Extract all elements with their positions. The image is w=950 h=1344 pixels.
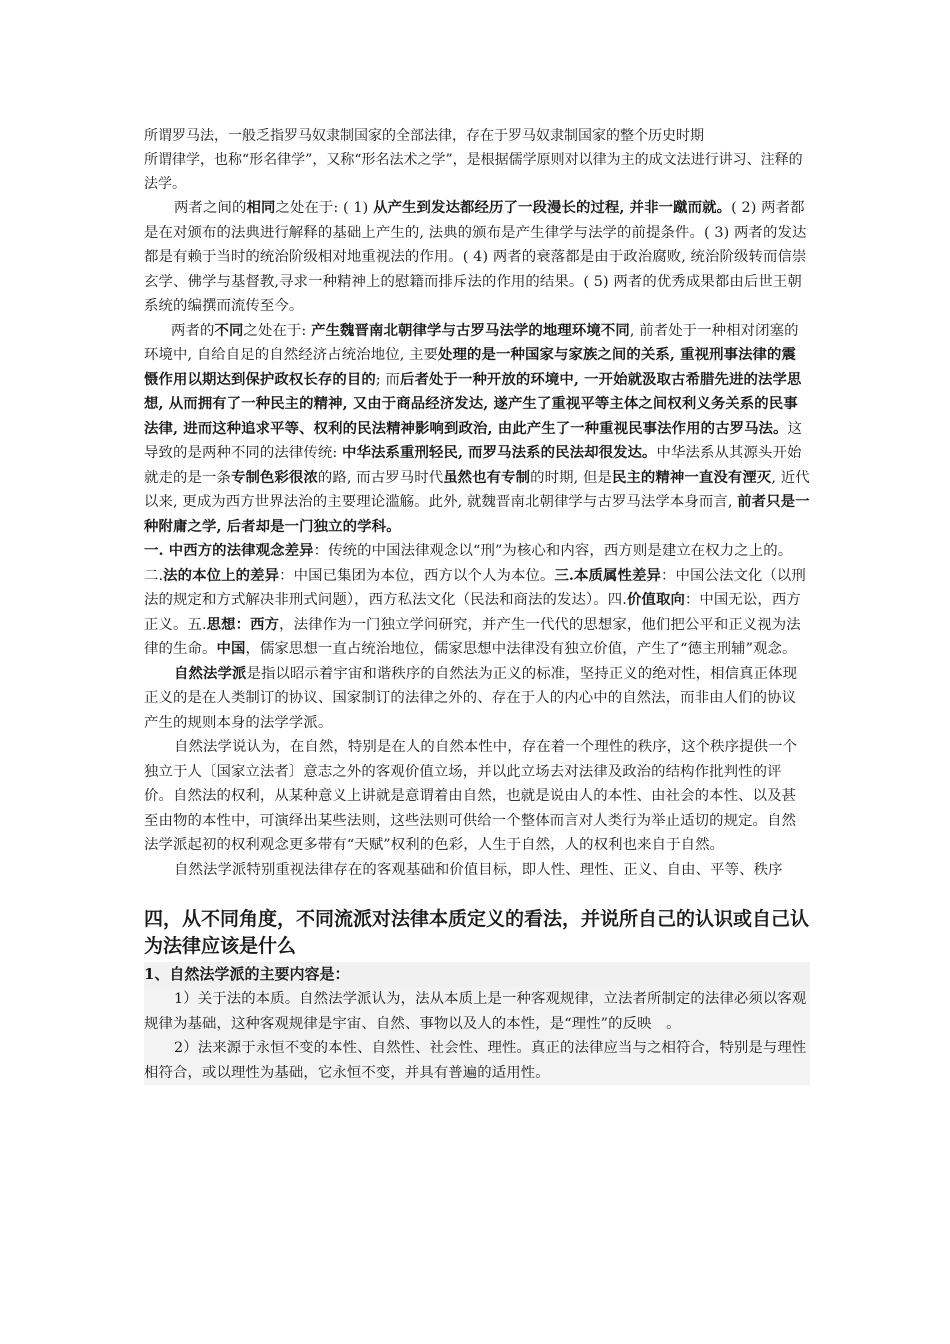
natural-law-subheading: 1、自然法学派的主要内容是： — [144, 962, 810, 987]
roman-law-definition: 所谓罗马法，一般乏指罗马奴隶制国家的全部法律，存在于罗马奴隶制国家的整个历史时期 — [144, 128, 704, 144]
lvxue-definition: 所谓律学，也称“形名律学”，又称“形名法术之学”，是根据儒学原则对以律为主的成文法进行讲习、注释的法学。 — [144, 152, 803, 192]
law-source-paragraph: 2）法来源于永恒不变的本性、自然性、社会性、理性。真正的法律应当与之相符合，特别是与理性相符合，或以理性为基础，它永恒不变，并具有普遍的适用性。 — [144, 1036, 810, 1085]
natural-law-values-paragraph: 自然法学派特别重视法律存在的客观基础和价值目标，即人性、理性、正义、自由、平等、秩序 — [174, 861, 783, 878]
spacer — [144, 882, 810, 892]
similarities-paragraph: 两者之间的相同之处在于: ( 1) 从产生到发达都经历了一段漫长的过程, 并非一蹴而就。( 2) 两者都是在对颁布的法典进行解释的基础上产生的, 法典的颁布是产生律学与法学的前提条件。( 3) 两者的发达都是有赖于当时的统治阶级相对地重视法的作用。( 4) 两者的衰落都是由于政治腐败, 统治阶级转而信崇玄学、佛学与基督教,寻求一种精神上的慰籍而排斥法的作用的结果。( 5) 两者的优秀成果都由后世王朝系统的编撰而流传至今。 — [144, 199, 807, 314]
document-body — [144, 124, 810, 1085]
natural-law-theory-paragraph: 自然法学说认为，在自然，特别是在人的自然本性中，存在着一个理性的秩序，这个秩序提供一个独立于人〔国家立法者〕意志之外的客观价值立场，并以此立场去对法律及政治的结构作批判性的评价。自然法的权利，从某种意义上讲就是意谓着由自然，也就是说由人的本性、由社会的本性、以及甚至由物的本性中，可演绎出某些法则，这些法则可供给一个整体而言对人类行为举止适切的规定。自然法学派起初的权利观念更多带有“天赋”权利的色彩，人生于自然，人的权利也来自于自然。 — [144, 739, 798, 853]
differences-paragraph: 两者的不同之处在于: 产生魏晋南北朝律学与古罗马法学的地理环境不同, 前者处于一种相对闭塞的环境中, 自给自足的自然经济占统治地位, 主要处理的是一种国家与家族之间的关系, 重视刑事法律的震慑作用以期达到保护政权长存的目的; 而后者处于一种开放的环境中, 一开始就汲取古希腊先进的法学思想, 从而拥有了一种民主的精神, 又由于商品经济发达, 遂产生了重视平等主体之间权利义务关系的民事法律, 进而这种追求平等、权利的民法精神影响到政治, 由此产生了一种重视民事法作用的古罗马法。这导致的是两种不同的法律传统: 中华法系重刑轻民, 而罗马法系的民法却很发达。中华法系从其源头开始就走的是一条专制色彩很浓的路, 而古罗马时代虽然也有专制的时期, 但是民主的精神一直没有湮灭, 近代以来, 更成为西方世界法治的主要理论滥觞。此外, 就魏晋南北朝律学与古罗马法学本身而言, 前者只是一种附庸之学, 后者却是一门独立的学科。 — [144, 321, 810, 535]
legal-concept-differences-paragraph: 一. 中西方的法律观念差异：传统的中国法律观念以“刑”为核心和内容，西方则是建立在权力之上的。二.法的本位上的差异：中国已集团为本位，西方以个人为本位。三.本质属性差异：中国公法文化（以刑法的规定和方式解决非刑式问题），西方私法文化（民法和商法的发达）。四.价值取向：中国无讼，西方正义。五.思想：西方，法律作为一门独立学问研究，并产生一代代的思想家，他们把公平和正义视为法律的生命。中国，儒家思想一直占统治地位，儒家思想中法律没有独立价值，产生了“德主刑辅”观念。 — [144, 542, 806, 657]
section-four-heading: 四，从不同角度，不同流派对法律本质定义的看法，并说所自己的认识或自己认为法律应该是什么 — [144, 908, 810, 957]
law-essence-paragraph: 1）关于法的本质。自然法学派认为，法从本质上是一种客观规律，立法者所制定的法律必须以客观规律为基础，这种客观规律是宇宙、自然、事物以及人的本性，是“理性”的反映 。 — [144, 987, 810, 1036]
natural-law-school-paragraph: 自然法学派是指以昭示着宇宙和谐秩序的自然法为正义的标准，坚持正义的绝对性，相信真正体现正义的是在人类制订的协议、国家制订的法律之外的、存在于人的内心中的自然法，而非由人们的协议产生的规则本身的法学学派。 — [144, 664, 798, 731]
